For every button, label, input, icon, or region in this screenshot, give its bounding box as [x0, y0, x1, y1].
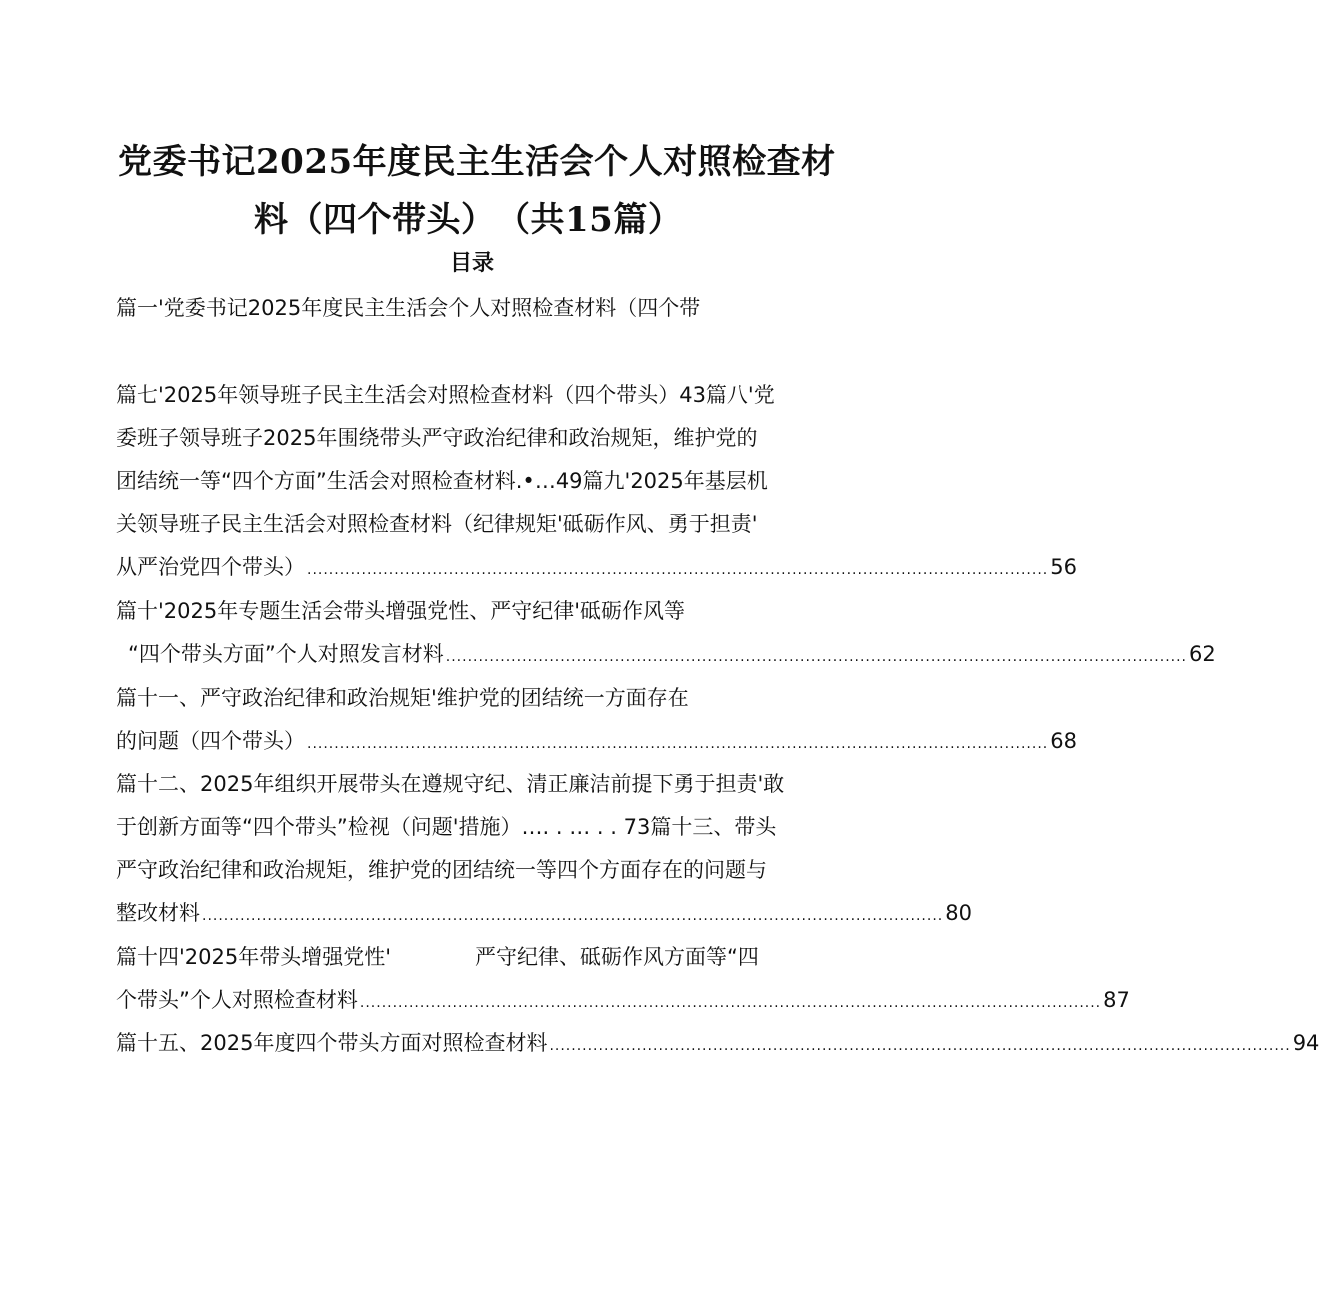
toc-line: 篇七'2025年领导班子民主生活会对照检查材料（四个带头）43篇八'党: [116, 383, 775, 407]
toc-page-number: 94: [1292, 1031, 1319, 1055]
document-title-line-2: 料（四个带头） （共15篇）: [254, 200, 683, 240]
toc-line: 严守政治纪律和政治规矩，维护党的团结统一等四个方面存在的问题与: [116, 858, 767, 882]
toc-leader-dots: ........................................................................................................................................: [202, 908, 944, 924]
toc-line: 篇十二、2025年组织开展带头在遵规守纪、清正廉洁前提下勇于担责'敢: [116, 772, 785, 796]
toc-line: 关领导班子民主生活会对照检查材料（纪律规矩'砥砺作风、勇于担责': [116, 512, 758, 536]
document-title-line-1: 党委书记2025年度民主生活会个人对照检查材: [118, 142, 836, 182]
toc-line: 篇十四'2025年带头增强党性' 严守纪律、砥砺作风方面等“四: [116, 945, 759, 969]
toc-entry-text: 整改材料: [116, 901, 200, 925]
toc-entry: [128, 639, 1216, 672]
toc-line: 于创新方面等“四个带头”检视（问题'措施）…. . … . . 73篇十三、带头: [116, 815, 777, 839]
toc-line: 篇一'党委书记2025年度民主生活会个人对照检查材料（四个带: [116, 296, 701, 320]
toc-entry-text: 从严治党四个带头）: [116, 555, 305, 579]
toc-entry: [116, 985, 1130, 1018]
toc-line: 篇十一、严守政治纪律和政治规矩'维护党的团结统一方面存在: [116, 686, 689, 710]
toc-line: 团结统一等“四个方面”生活会对照检查材料.•…49篇九'2025年基层机: [116, 469, 768, 493]
toc-entry-text: 的问题（四个带头）: [116, 729, 305, 753]
toc-page-number: 87: [1103, 988, 1130, 1012]
toc-entry-text: “四个带头方面”个人对照发言材料: [128, 642, 444, 666]
toc-leader-dots: ........................................................................................................................................: [307, 562, 1049, 578]
toc-entry: [116, 1028, 1319, 1061]
toc-line: 委班子领导班子2025年围绕带头严守政治纪律和政治规矩，维护党的: [116, 426, 758, 450]
toc-page-number: 56: [1050, 555, 1077, 579]
toc-entry-text: 篇十五、2025年度四个带头方面对照检查材料: [116, 1031, 548, 1055]
toc-page-number: 68: [1050, 729, 1077, 753]
toc-leader-dots: ........................................................................................................................................: [307, 736, 1049, 752]
toc-line: 篇十'2025年专题生活会带头增强党性、严守纪律'砥砺作风等: [116, 599, 685, 623]
toc-entry: [116, 898, 972, 931]
toc-entry: [116, 552, 1077, 585]
toc-entry: [116, 726, 1077, 759]
toc-entry-text: 个带头”个人对照检查材料: [116, 988, 358, 1012]
toc-page-number: 80: [945, 901, 972, 925]
toc-page-number: 62: [1189, 642, 1216, 666]
toc-leader-dots: ........................................................................................................................................: [359, 995, 1102, 1011]
toc-leader-dots: ........................................................................................................................................: [445, 649, 1187, 665]
toc-leader-dots: ........................................................................................................................................: [549, 1038, 1291, 1054]
toc-heading: 目录: [450, 251, 495, 276]
